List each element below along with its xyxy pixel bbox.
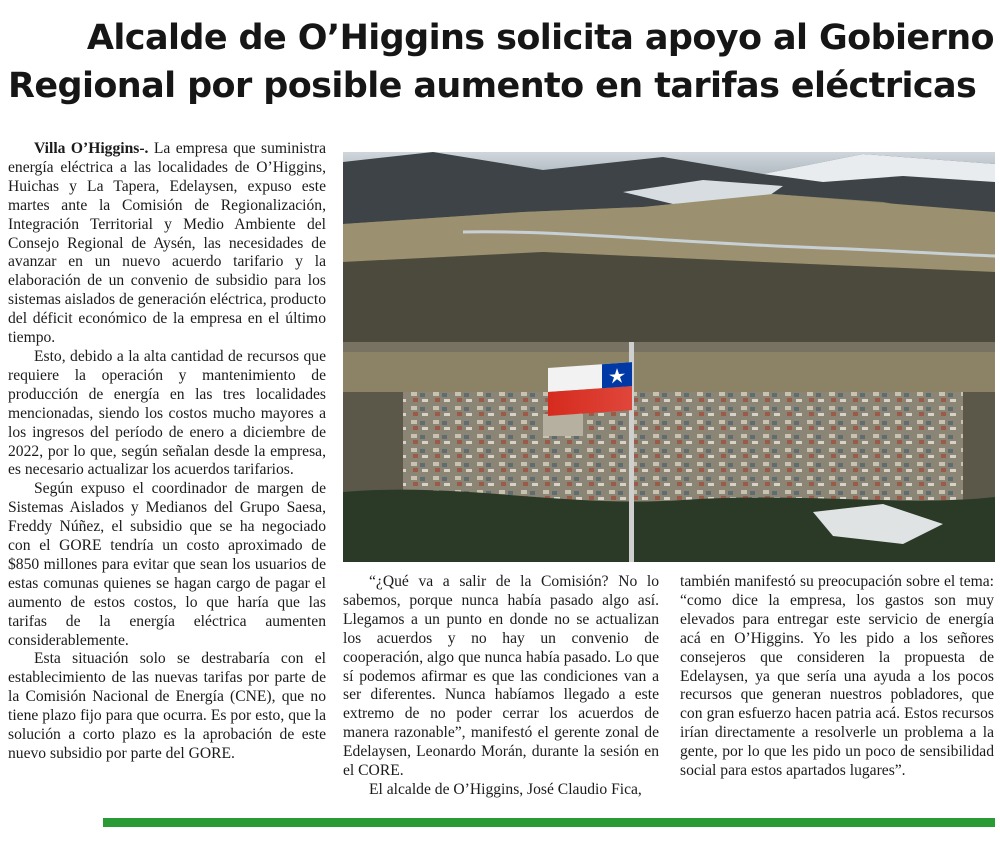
- headline-line-2: Regional por posible aumento en tarifas eléctricas: [8, 66, 977, 106]
- article-paragraph-3: Según expuso el coordinador de margen de Sistemas Aislados y Medianos del Grupo Saesa, Freddy Núñez, el subsidio que se ha negociado con el GORE tendría un costo aproximado de $850 millones para evitar que sean los usuarios de estas comunas quienes se hagan cargo de pagar el aumento de estos costos, lo que haría que las tarifas de la energía eléctrica aumenten considerablemente.: [8, 480, 326, 649]
- article-paragraph-7: también manifestó su preocupación sobre el tema: “como dice la empresa, los gastos son muy elevados para entregar este servicio de energía acá en O’Higgins. Yo les pido a los señores consejeros que consideren la propuesta de Edelaysen, ya que sería una ayuda a los pocos recursos que generan nuestros pobladores, que con gran esfuerzo hacen patria acá. Estos recursos irían directamente a resolverle un problema a la gente, por lo que les pido un poco de sensibilidad social para estos apartados lugares”.: [680, 573, 994, 780]
- dateline: Villa O’Higgins-.: [34, 140, 149, 157]
- headline: [0, 14, 1000, 110]
- article-paragraph-4: Esta situación solo se destrabaría con el establecimiento de las nuevas tarifas por parte de la Comisión Nacional de Energía (CNE), que no tiene plazo fijo para que ocurra. Es por esto, que la solución a corto plazo es la aprobación de este nuevo subsidio por parte del GORE.: [8, 650, 326, 762]
- paragraph-1-text: La empresa que suministra energía eléctrica a las localidades de O’Higgins, Huichas y La Tapera, Edelaysen, expuso este martes ante la Comisión de Regionalización, Integración Territorial y Medio Ambiente del Consejo Regional de Aysén, las necesidades de avanzar en un nuevo acuerdo tarifario y la elaboración de un convenio de subsidio para los sistemas aislados de generación eléctrica, producto del déficit económico de la empresa en el último tiempo.: [8, 140, 326, 347]
- article-column-1: [8, 140, 326, 764]
- article-paragraph-2: Esto, debido a la alta cantidad de recursos que requiere la operación y mantenimiento de producción de energía en las tres localidades mencionadas, siendo los costos mucho mayores a los ingresos del período de enero a diciembre de 2022, por lo que, según señalan desde la empresa, es necesario actualizar los acuerdos tarifarios.: [8, 347, 326, 479]
- article-column-2: [343, 573, 659, 800]
- green-footer-rule: [103, 818, 995, 827]
- article-column-3: [680, 573, 994, 781]
- article-paragraph-6: El alcalde de O’Higgins, José Claudio Fica,: [369, 780, 642, 798]
- article-paragraph-1: [8, 140, 326, 348]
- article-paragraph-5: “¿Qué va a salir de la Comisión? No lo sabemos, porque nunca había pasado algo así. Llegamos a un punto en donde no se actualizan los acuerdos y no hay un convenio de cooperación, algo que nunca había pasado. Lo que sí podemos afirmar es que las condiciones van a ser diferentes. Nunca habíamos llegado a este extremo de no poder cerrar los acuerdos de manera razonable”, manifestó el gerente zonal de Edelaysen, Leonardo Morán, durante la sesión en el CORE.: [343, 573, 659, 780]
- aerial-photo-villa-ohiggins: [343, 152, 995, 562]
- headline-line-1: Alcalde de O’Higgins solicita apoyo al Gobierno: [86, 18, 994, 58]
